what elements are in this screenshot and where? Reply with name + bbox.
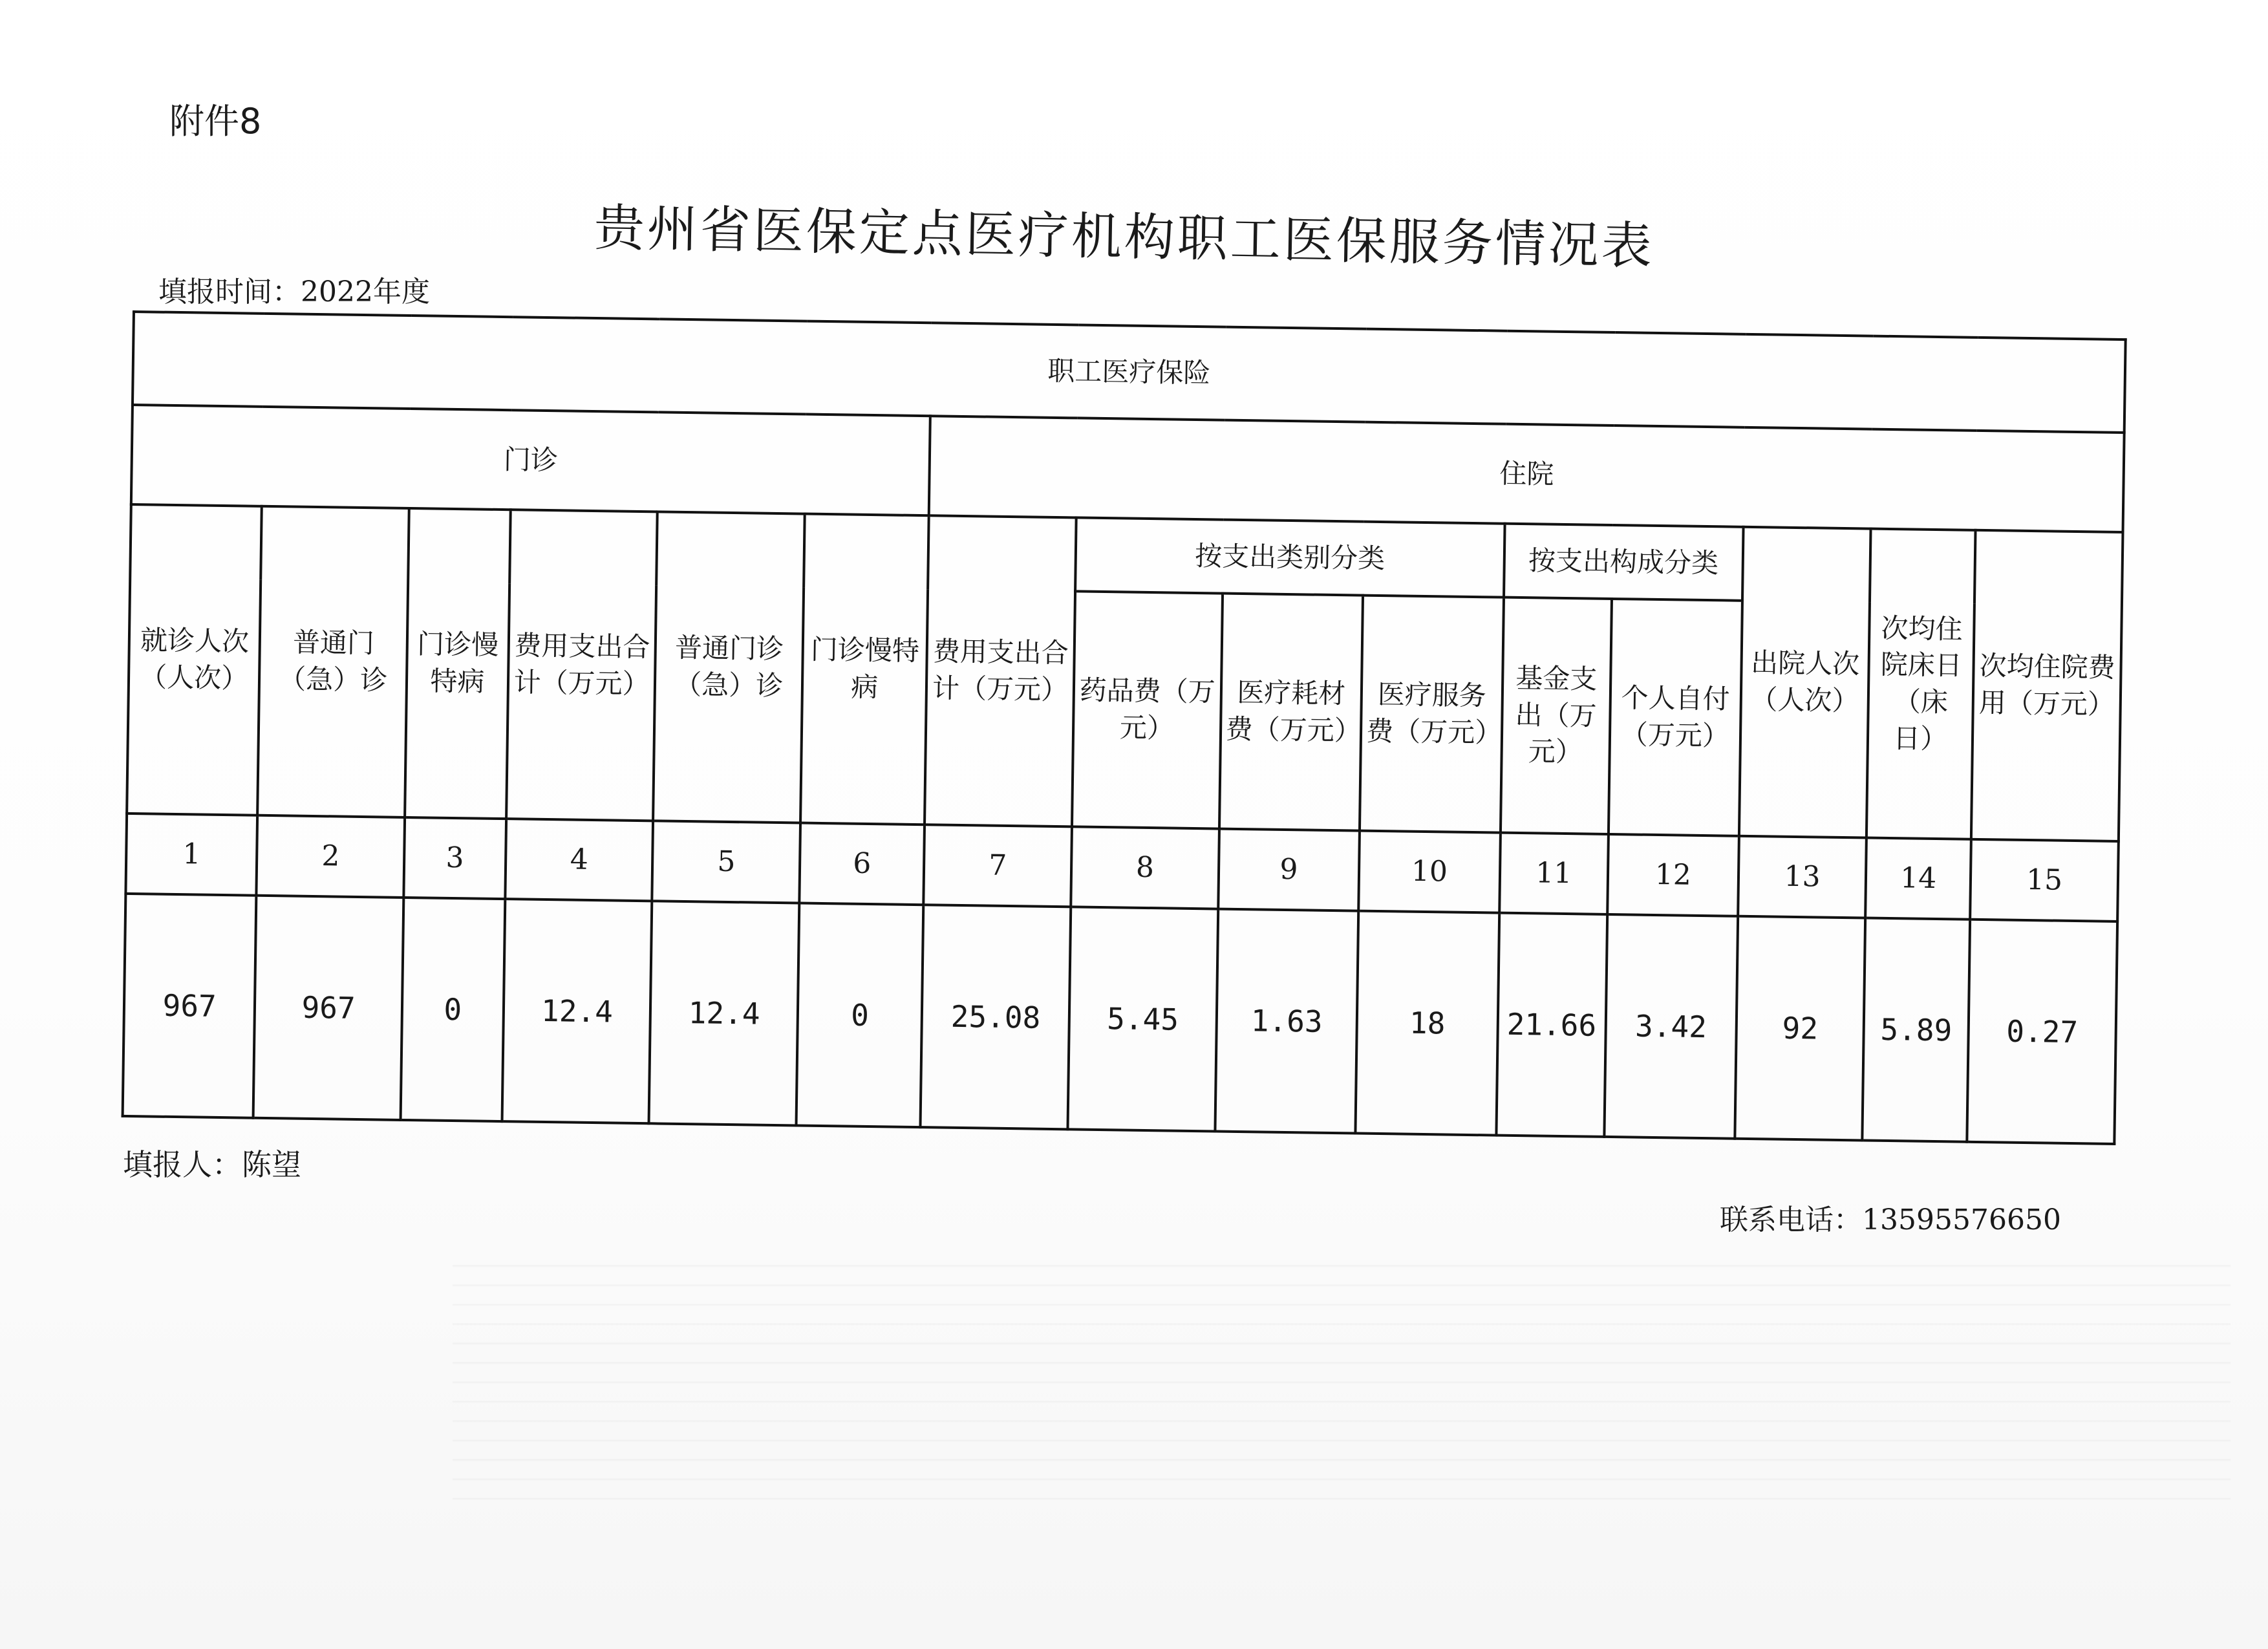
value-visits: 967 bbox=[123, 894, 257, 1118]
col-number: 7 bbox=[924, 824, 1072, 907]
contact-phone: 联系电话：13595576650 bbox=[1720, 1203, 2061, 1236]
value-outpatient-total-cost: 12.4 bbox=[502, 899, 652, 1123]
reporter: 填报人：陈望 bbox=[123, 1147, 301, 1182]
header-inpatient: 住院 bbox=[929, 416, 2124, 532]
value-chronic-special-disease: 0 bbox=[401, 898, 506, 1121]
header-by-expense-category: 按支出类别分类 bbox=[1075, 517, 1504, 597]
col-number: 2 bbox=[257, 815, 405, 898]
value-inpatient-total-cost: 25.08 bbox=[921, 905, 1071, 1129]
col-number: 10 bbox=[1358, 831, 1500, 913]
value-row bbox=[123, 894, 2118, 1144]
service-table-wrapper bbox=[122, 310, 2127, 1145]
col-header-14: 次均住院床日（床日） bbox=[1867, 529, 1976, 839]
col-header-3: 门诊慢特病 bbox=[405, 508, 510, 819]
col-header-13: 出院人次（人次） bbox=[1739, 527, 1871, 838]
bleed-through-band bbox=[453, 1248, 2231, 1507]
col-number: 13 bbox=[1738, 836, 1867, 918]
value-service-cost: 18 bbox=[1356, 911, 1499, 1136]
col-header-11: 基金支出（万元） bbox=[1501, 598, 1612, 834]
value-consumables-cost: 1.63 bbox=[1215, 909, 1358, 1134]
col-header-7: 费用支出合计（万元） bbox=[925, 515, 1076, 826]
col-number: 6 bbox=[799, 823, 925, 905]
value-drug-cost: 5.45 bbox=[1067, 907, 1217, 1131]
col-header-8: 药品费（万元） bbox=[1072, 591, 1223, 828]
col-number: 1 bbox=[125, 814, 257, 896]
col-number: 4 bbox=[505, 819, 653, 901]
col-header-2: 普通门（急）诊 bbox=[257, 506, 409, 817]
col-number: 3 bbox=[403, 817, 506, 899]
col-number: 11 bbox=[1499, 833, 1609, 914]
col-header-6: 门诊慢特病 bbox=[800, 514, 929, 825]
col-header-4: 费用支出合计（万元） bbox=[506, 510, 658, 821]
col-number: 9 bbox=[1218, 829, 1360, 911]
value-avg-bed-days: 5.89 bbox=[1863, 918, 1971, 1142]
header-outpatient: 门诊 bbox=[131, 405, 930, 515]
header-by-expense-composition: 按支出构成分类 bbox=[1504, 524, 1744, 601]
value-chronic-special-disease-cost: 0 bbox=[797, 903, 924, 1127]
value-self-payment: 3.42 bbox=[1604, 914, 1738, 1139]
col-number: 14 bbox=[1865, 838, 1971, 920]
col-number: 12 bbox=[1607, 834, 1739, 916]
value-avg-inpatient-cost: 0.27 bbox=[1967, 920, 2117, 1144]
header-employee-medical-insurance: 职工医疗保险 bbox=[133, 312, 2126, 433]
col-number: 8 bbox=[1071, 826, 1219, 909]
col-header-15: 次均住院费用（万元） bbox=[1971, 530, 2123, 841]
value-fund-payment: 21.66 bbox=[1496, 913, 1607, 1137]
col-header-10: 医疗服务费（万元） bbox=[1360, 596, 1504, 833]
report-time: 填报时间：2022年度 bbox=[158, 275, 430, 308]
col-number: 15 bbox=[1970, 839, 2119, 921]
col-header-5: 普通门诊（急）诊 bbox=[653, 512, 804, 823]
col-header-9: 医疗耗材费（万元） bbox=[1219, 594, 1364, 831]
col-header-12: 个人自付（万元） bbox=[1609, 599, 1742, 836]
col-number: 5 bbox=[652, 821, 800, 903]
attachment-label: 附件8 bbox=[169, 101, 262, 142]
col-header-1: 就诊人次（人次） bbox=[127, 504, 262, 815]
value-general-outpatient: 967 bbox=[253, 896, 403, 1120]
value-general-outpatient-cost: 12.4 bbox=[649, 901, 799, 1125]
value-discharges: 92 bbox=[1735, 916, 1865, 1141]
page-title: 贵州省医保定点医疗机构职工医保服务情况表 bbox=[594, 199, 1655, 276]
service-table bbox=[122, 310, 2127, 1145]
